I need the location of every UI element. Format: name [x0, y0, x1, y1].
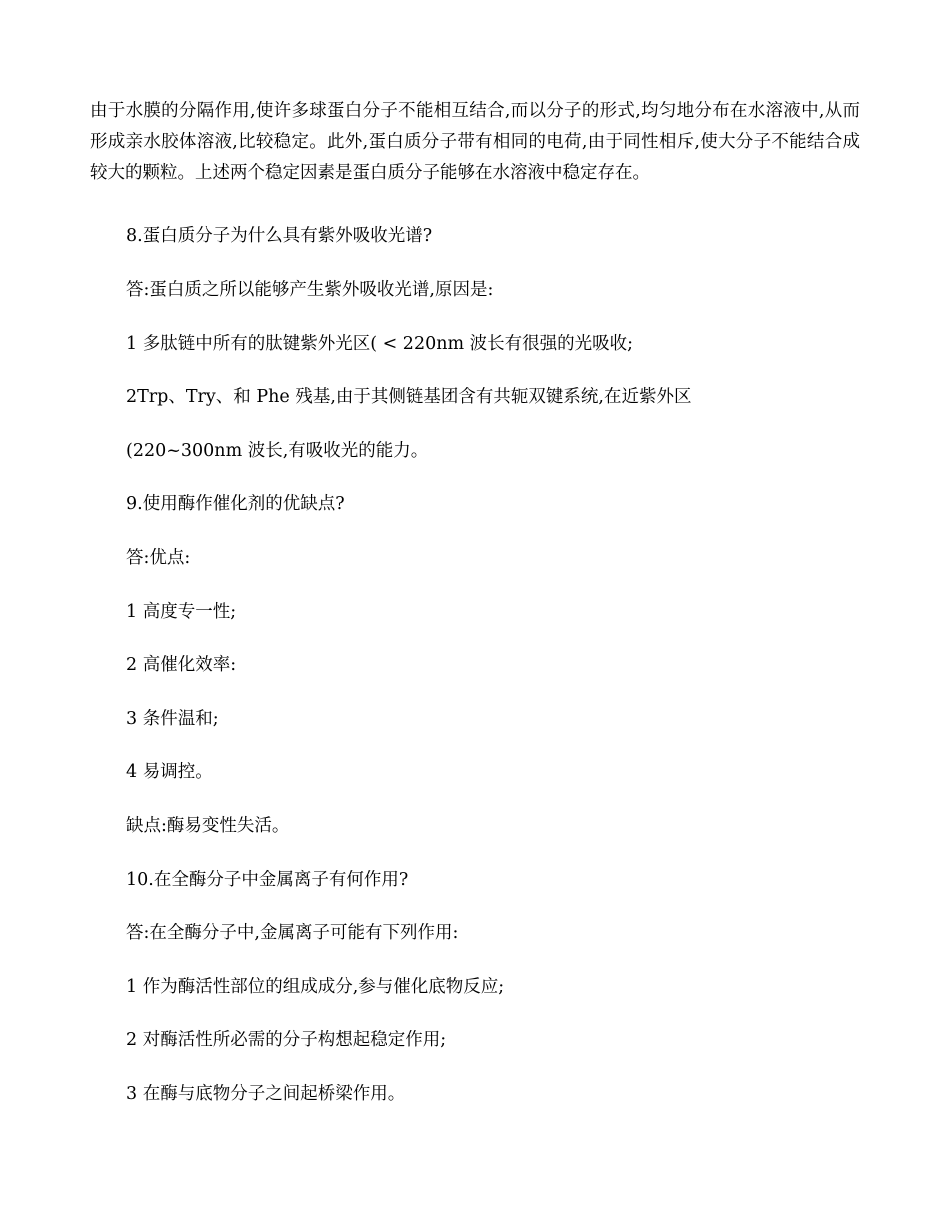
- answer-9-intro: 答:优点:: [126, 548, 191, 568]
- answer-10-intro: 答:在全酶分子中,金属离子可能有下列作用:: [126, 923, 459, 943]
- answer-9-point-2: 2 高催化效率:: [126, 655, 237, 675]
- answer-8-point-2-cont: (220~300nm 波长,有吸收光的能力。: [126, 441, 429, 461]
- answer-8-point-1: 1 多肽链中所有的肽键紫外光区( < 220nm 波长有很强的光吸收;: [126, 334, 634, 354]
- answer-8-point-2: 2Trp、Try、和 Phe 残基,由于其侧链基团含有共轭双键系统,在近紫外区: [126, 387, 692, 407]
- answer-8-intro: 答:蛋白质之所以能够产生紫外吸收光谱,原因是:: [126, 280, 494, 300]
- question-10: 10.在全酶分子中金属离子有何作用?: [126, 870, 409, 890]
- answer-9-point-3: 3 条件温和;: [126, 709, 219, 729]
- answer-9-disadvantage: 缺点:酶易变性失活。: [126, 816, 290, 836]
- intro-paragraph: 由于水膜的分隔作用,使许多球蛋白分子不能相互结合,而以分子的形式,均匀地分布在水溶液中,从而形成亲水胶体溶液,比较稳定。此外,蛋白质分子带有相同的电荷,由于同性相斥,使大分子不能结合成较大的颗粒。上述两个稳定因素是蛋白质分子能够在水溶液中稳定存在。: [90, 101, 860, 183]
- question-9: 9.使用酶作催化剂的优缺点?: [126, 494, 345, 514]
- answer-10-point-1: 1 作为酶活性部位的组成成分,参与催化底物反应;: [126, 977, 505, 997]
- answer-9-point-1: 1 高度专一性;: [126, 602, 237, 622]
- answer-10-point-2: 2 对酶活性所必需的分子构想起稳定作用;: [126, 1030, 447, 1050]
- question-8: 8.蛋白质分子为什么具有紫外吸收光谱?: [126, 226, 433, 246]
- answer-9-point-4: 4 易调控。: [126, 762, 213, 782]
- answer-10-point-3: 3 在酶与底物分子之间起桥梁作用。: [126, 1084, 406, 1104]
